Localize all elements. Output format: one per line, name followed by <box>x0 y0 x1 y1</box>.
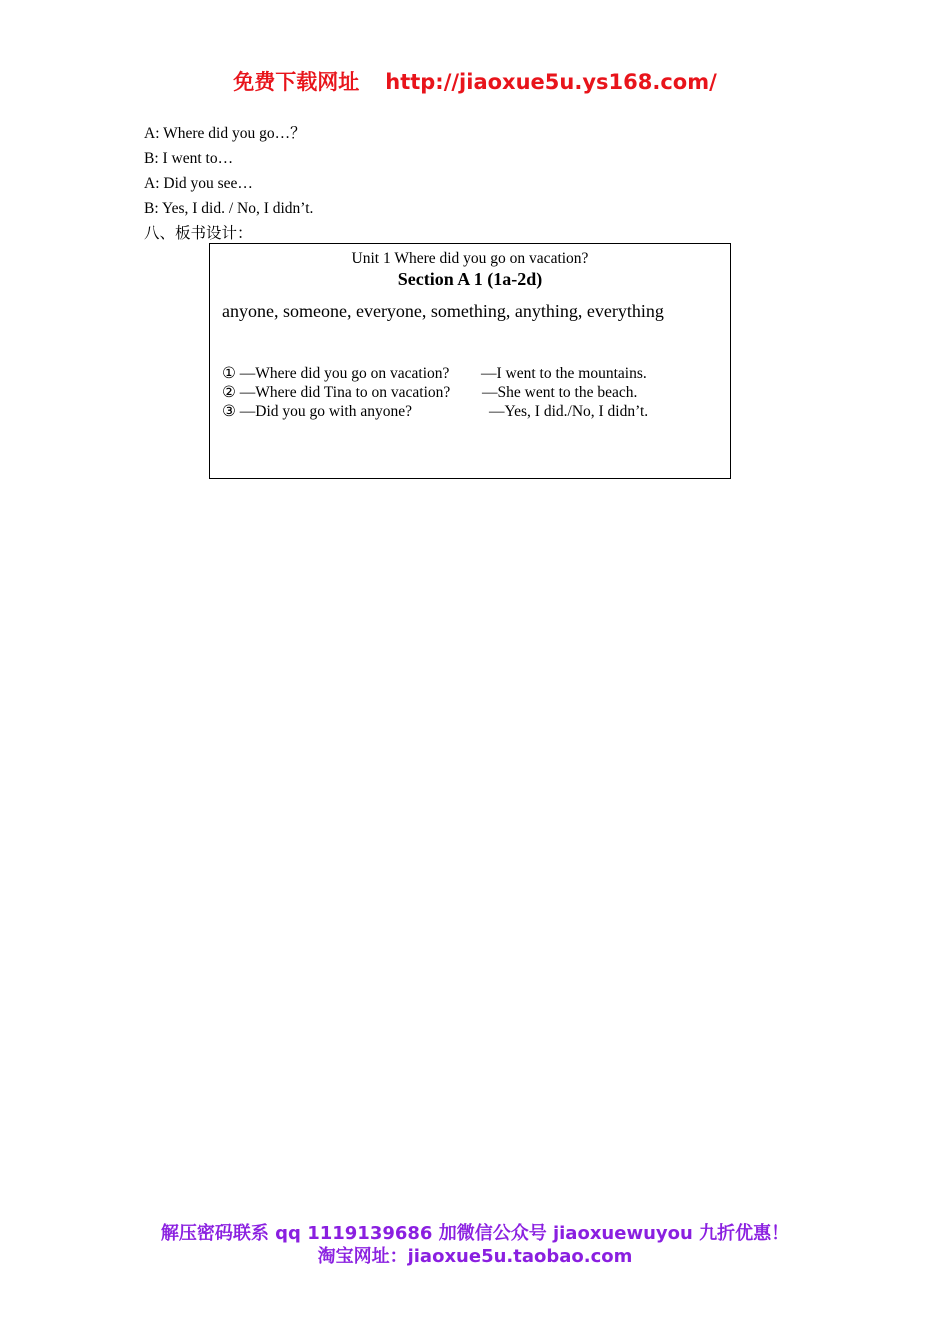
dialogue-line: B: I went to… <box>144 150 234 167</box>
dialogue-line: A: Did you see… <box>144 175 253 192</box>
page-header <box>0 66 950 96</box>
header-label: 免费下载网址 <box>233 70 360 94</box>
board-answer: —I went to the mountains. <box>481 365 647 382</box>
board-section-title: Section A 1 (1a-2d) <box>397 269 543 289</box>
dialogue-line: A: Where did you go…？ <box>144 125 306 142</box>
board-question: ① —Where did you go on vacation? <box>222 365 450 382</box>
footer-shop-link[interactable]: 淘宝网址：jiaoxue5u.taobao.com <box>317 1246 633 1267</box>
footer-contact: 解压密码联系 qq 1119139686 加微信公众号 jiaoxuewuyou 九折优惠！ <box>160 1223 790 1244</box>
board-answer: —Yes, I did./No, I didn’t. <box>489 403 649 420</box>
blackboard-design-box <box>209 243 731 479</box>
board-question: ② —Where did Tina to on vacation? <box>222 384 451 401</box>
header-url-link[interactable]: http://jiaoxue5u.ys168.com/ <box>385 70 717 94</box>
board-question: ③ —Did you go with anyone? <box>222 403 412 420</box>
board-answer: —She went to the beach. <box>482 384 638 401</box>
section-heading: 八、板书设计： <box>144 225 253 242</box>
dialogue-line: B: Yes, I did. / No, I didn’t. <box>144 200 314 217</box>
board-vocabulary: anyone, someone, everyone, something, anything, everything <box>222 301 664 321</box>
board-unit-title: Unit 1 Where did you go on vacation? <box>351 250 589 267</box>
dialogue-block <box>144 121 313 246</box>
